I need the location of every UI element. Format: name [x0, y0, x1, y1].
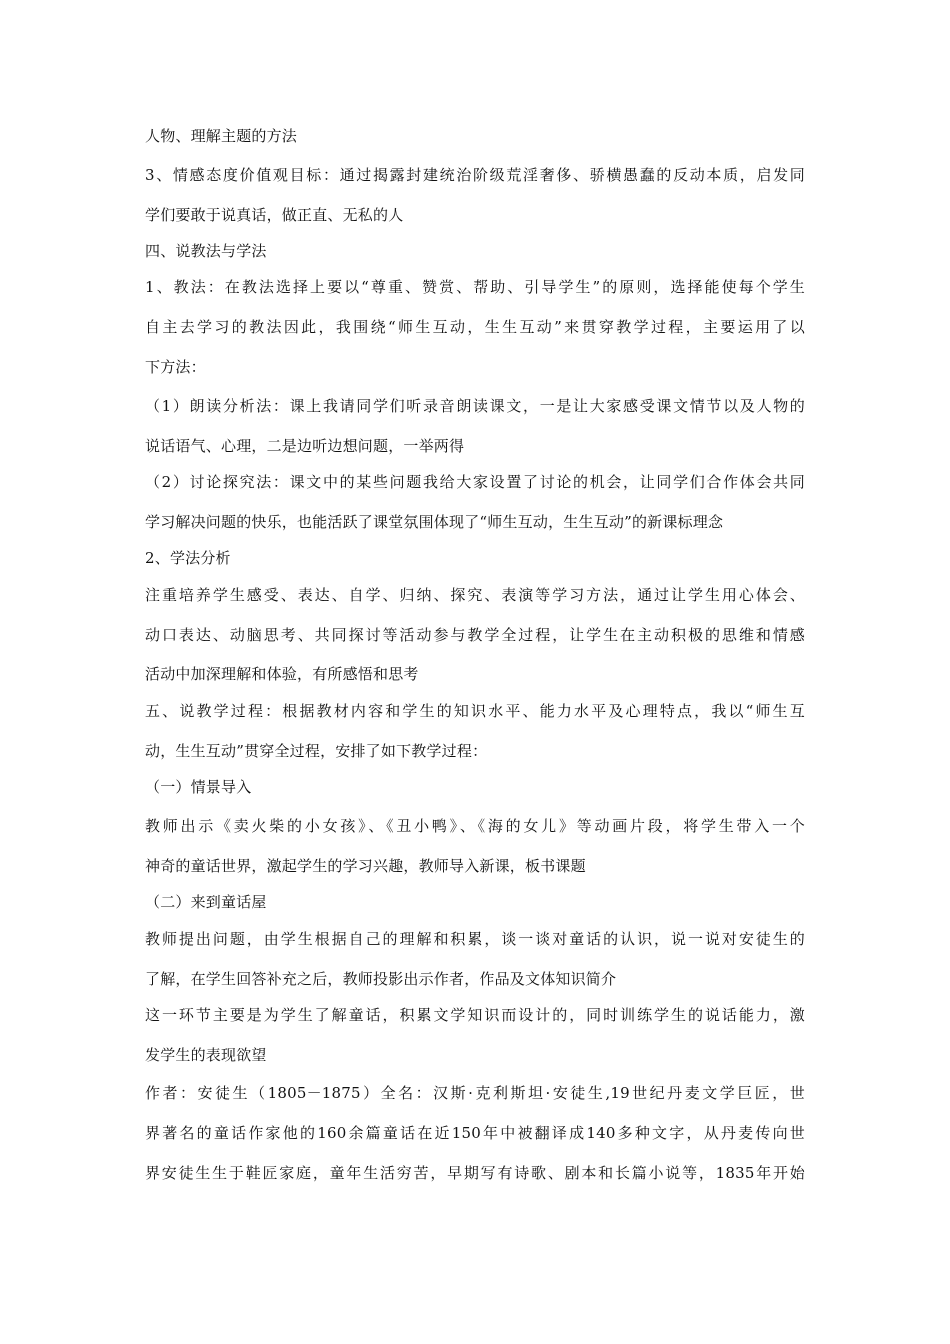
text-line: 说话语气、心理，二是边听边想问题，一举两得 — [145, 437, 465, 455]
text-line: 下方法： — [145, 358, 206, 376]
section-heading: 四、说教法与学法 — [145, 242, 267, 260]
text-line: 学习解决问题的快乐，也能活跃了课堂氛围体现了“师生互动，生生互动”的新课标理念 — [145, 513, 724, 531]
text-line: 动口表达、动脑思考、共同探讨等活动参与教学全过程，让学生在主动积极的思维和情感 — [145, 626, 805, 644]
text-line: 这一环节主要是为学生了解童话，积累文学知识而设计的，同时训练学生的说话能力，激 — [145, 1006, 805, 1024]
text-line: 学们要敢于说真话，做正直、无私的人 — [145, 206, 404, 224]
text-line: 1、教法：在教法选择上要以“尊重、赞赏、帮助、引导学生”的原则，选择能使每个学生 — [145, 278, 805, 296]
text-line: 五、说教学过程：根据教材内容和学生的知识水平、能力水平及心理特点，我以“师生互 — [145, 702, 805, 720]
section-heading: 2、学法分析 — [145, 549, 231, 567]
subsection-heading: （一）情景导入 — [145, 778, 252, 796]
text-line: 作者：安徒生（1805－1875）全名：汉斯·克利斯坦·安徒生,19世纪丹麦文学巨匠，世 — [145, 1084, 805, 1102]
text-line: 发学生的表现欲望 — [145, 1046, 267, 1064]
text-line: 活动中加深理解和体验，有所感悟和思考 — [145, 665, 419, 683]
text-line: 人物、理解主题的方法 — [145, 127, 298, 145]
text-line: 动，生生互动”贯穿全过程，安排了如下教学过程： — [145, 742, 488, 760]
text-line: 教师提出问题，由学生根据自己的理解和积累，谈一谈对童话的认识，说一说对安徒生的 — [145, 930, 805, 948]
text-line: 了解，在学生回答补充之后，教师投影出示作者，作品及文体知识简介 — [145, 970, 617, 988]
text-line: 神奇的童话世界，激起学生的学习兴趣，教师导入新课，板书课题 — [145, 857, 586, 875]
text-line: 教师出示《卖火柴的小女孩》、《丑小鸭》、《海的女儿》等动画片段，将学生带入一个 — [145, 817, 805, 835]
text-line: 自主去学习的教法因此，我围绕“师生互动，生生互动”来贯穿教学过程，主要运用了以 — [145, 318, 805, 336]
text-line: （1）朗读分析法：课上我请同学们听录音朗读课文，一是让大家感受课文情节以及人物的 — [145, 397, 805, 415]
text-line: 3、情感态度价值观目标：通过揭露封建统治阶级荒淫奢侈、骄横愚蠢的反动本质，启发同 — [145, 166, 805, 184]
text-line: 界安徒生生于鞋匠家庭，童年生活穷苦，早期写有诗歌、剧本和长篇小说等，1835年开始 — [145, 1164, 805, 1182]
text-line: 注重培养学生感受、表达、自学、归纳、探究、表演等学习方法，通过让学生用心体会、 — [145, 586, 805, 604]
text-line: 界著名的童话作家他的160余篇童话在近150年中被翻译成140多种文字，从丹麦传向世 — [145, 1124, 805, 1142]
subsection-heading: （二）来到童话屋 — [145, 893, 267, 911]
text-line: （2）讨论探究法：课文中的某些问题我给大家设置了讨论的机会，让同学们合作体会共同 — [145, 473, 805, 491]
